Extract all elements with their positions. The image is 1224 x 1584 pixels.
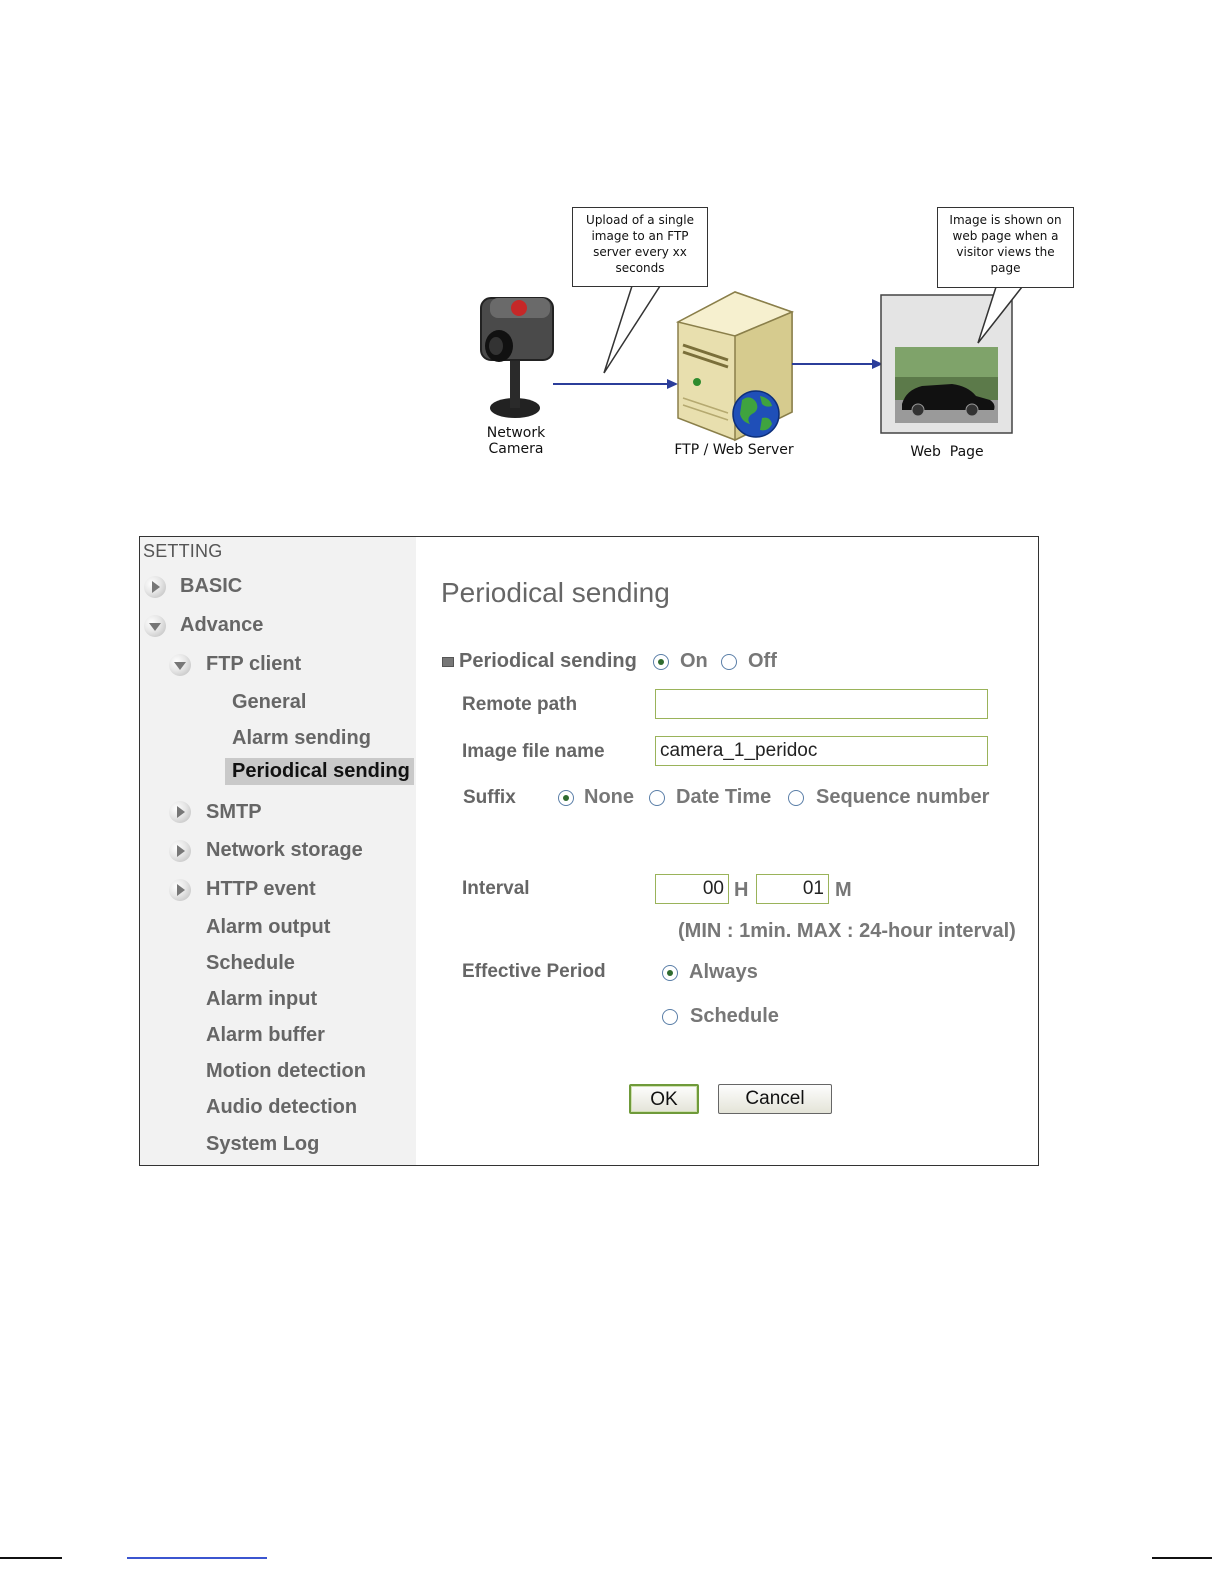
image-file-name-input[interactable]: camera_1_peridoc bbox=[655, 736, 988, 766]
sidebar-item-periodical-sending[interactable]: Periodical sending bbox=[225, 758, 414, 785]
interval-label: Interval bbox=[462, 878, 530, 899]
ftp-periodical-diagram bbox=[0, 0, 1224, 480]
sidebar-item-network-storage[interactable]: Network storage bbox=[206, 839, 363, 861]
interval-minutes-unit: M bbox=[835, 879, 852, 901]
upload-callout: Upload of a single image to an FTP server every xx seconds bbox=[572, 207, 708, 287]
sidebar-item-audio-detection[interactable]: Audio detection bbox=[206, 1096, 358, 1118]
ok-button[interactable]: OK bbox=[629, 1084, 699, 1114]
cancel-button[interactable]: Cancel bbox=[718, 1084, 832, 1114]
server-caption: FTP / Web Server bbox=[674, 442, 794, 458]
interval-hours-unit: H bbox=[734, 879, 749, 901]
remote-path-label: Remote path bbox=[462, 694, 578, 715]
view-callout: Image is shown on web page when a visitor views the page bbox=[937, 207, 1074, 288]
suffix-sequence-radio[interactable] bbox=[788, 790, 804, 806]
effective-schedule-label[interactable]: Schedule bbox=[690, 1005, 779, 1027]
remote-path-input[interactable] bbox=[655, 689, 988, 719]
expand-arrow-icon[interactable] bbox=[169, 879, 191, 901]
periodical-off-radio[interactable] bbox=[721, 654, 737, 670]
camera-caption: Network Camera bbox=[486, 425, 546, 457]
settings-panel bbox=[139, 536, 1039, 1166]
sidebar-item-ftp-client[interactable]: FTP client bbox=[206, 653, 302, 675]
image-file-name-label: Image file name bbox=[462, 741, 605, 762]
settings-sidebar bbox=[140, 537, 416, 1165]
periodical-on-label[interactable]: On bbox=[680, 650, 708, 672]
effective-always-radio[interactable] bbox=[662, 965, 678, 981]
sidebar-title: SETTING bbox=[143, 541, 223, 561]
interval-hint: (MIN : 1min. MAX : 24-hour interval) bbox=[678, 920, 1016, 942]
footer-rule-right bbox=[1152, 1557, 1212, 1559]
interval-minutes-input[interactable]: 01 bbox=[756, 874, 829, 904]
suffix-datetime-radio[interactable] bbox=[649, 790, 665, 806]
collapse-arrow-icon[interactable] bbox=[144, 615, 166, 637]
sidebar-item-alarm-buffer[interactable]: Alarm buffer bbox=[206, 1024, 325, 1046]
interval-hours-input[interactable]: 00 bbox=[655, 874, 729, 904]
globe-icon bbox=[733, 391, 779, 437]
sidebar-item-alarm-sending[interactable]: Alarm sending bbox=[232, 727, 371, 749]
suffix-none-radio[interactable] bbox=[558, 790, 574, 806]
periodical-on-radio[interactable] bbox=[653, 654, 669, 670]
sidebar-item-system-log[interactable]: System Log bbox=[206, 1133, 320, 1155]
suffix-sequence-label[interactable]: Sequence number bbox=[816, 786, 990, 808]
effective-schedule-radio[interactable] bbox=[662, 1009, 678, 1025]
periodical-sending-form bbox=[416, 537, 1038, 1165]
footer-rule-left bbox=[0, 1557, 62, 1559]
sidebar-item-schedule[interactable]: Schedule bbox=[206, 952, 295, 974]
suffix-label: Suffix bbox=[463, 787, 516, 808]
webpage-caption: Web Page bbox=[910, 444, 984, 460]
effective-period-label: Effective Period bbox=[462, 961, 606, 982]
collapse-arrow-icon[interactable] bbox=[169, 654, 191, 676]
expand-arrow-icon[interactable] bbox=[144, 576, 166, 598]
periodical-off-label[interactable]: Off bbox=[748, 650, 777, 672]
sidebar-item-general[interactable]: General bbox=[232, 691, 307, 713]
sidebar-item-alarm-input[interactable]: Alarm input bbox=[206, 988, 318, 1010]
sidebar-item-advance[interactable]: Advance bbox=[180, 614, 264, 636]
periodical-sending-label: Periodical sending bbox=[459, 650, 637, 672]
sidebar-item-http-event[interactable]: HTTP event bbox=[206, 878, 316, 900]
network-camera-icon bbox=[481, 298, 553, 418]
effective-always-label[interactable]: Always bbox=[689, 961, 758, 983]
sidebar-item-alarm-output[interactable]: Alarm output bbox=[206, 916, 331, 938]
footer-link-underline[interactable] bbox=[127, 1557, 267, 1559]
sidebar-item-basic[interactable]: BASIC bbox=[180, 575, 243, 597]
sidebar-item-motion-detection[interactable]: Motion detection bbox=[206, 1060, 366, 1082]
page-title: Periodical sending bbox=[441, 577, 670, 608]
suffix-datetime-label[interactable]: Date Time bbox=[676, 786, 772, 808]
expand-arrow-icon[interactable] bbox=[169, 801, 191, 823]
sidebar-item-smtp[interactable]: SMTP bbox=[206, 801, 262, 823]
section-bullet-icon bbox=[442, 657, 454, 667]
expand-arrow-icon[interactable] bbox=[169, 840, 191, 862]
suffix-none-label[interactable]: None bbox=[584, 786, 634, 808]
